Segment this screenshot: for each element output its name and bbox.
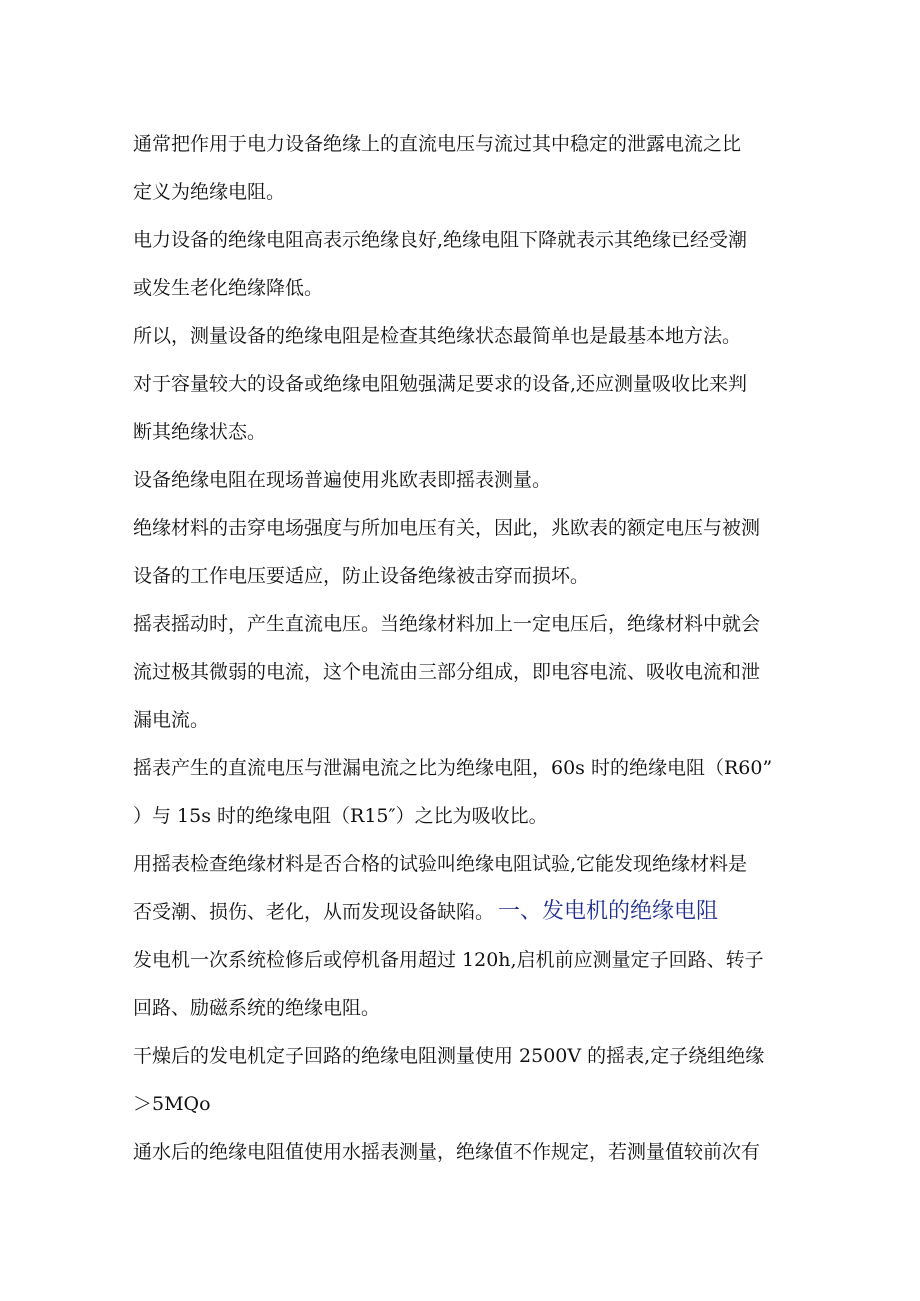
text-line: 设备的工作电压要适应，防止设备绝缘被击穿而损坏。 (133, 565, 590, 587)
paragraph-measurement-method (133, 312, 793, 360)
text-line: ）与 15s 时的绝缘电阻（R15″）之比为吸收比。 (133, 805, 548, 827)
text-line: 断其绝缘状态。 (133, 421, 267, 443)
text-line: 或发生老化绝缘降低。 (133, 277, 324, 299)
paragraph-stator-insulation (133, 1032, 793, 1128)
text-line: 回路、励磁系统的绝缘电阻。 (133, 997, 381, 1019)
text-line: 电力设备的绝缘电阻高表示绝缘良好,绝缘电阻下降就表示其绝缘已经受潮 (133, 229, 748, 251)
text-line: 漏电流。 (133, 709, 210, 731)
text-line: 用摇表检查绝缘材料是否合格的试验叫绝缘电阻试验,它能发现绝缘材料是 (133, 853, 748, 875)
section-heading: 一、发电机的绝缘电阻 (498, 899, 719, 924)
document-body (133, 120, 793, 1176)
text-line: 定义为绝缘电阻。 (133, 181, 286, 203)
text-line: 对于容量较大的设备或绝缘电阻勉强满足要求的设备,还应测量吸收比来判 (133, 373, 748, 395)
text-line-content: 否受潮、损伤、老化，从而发现设备缺陷。 (133, 901, 495, 923)
text-line: 流过极其微弱的电流，这个电流由三部分组成，即电容电流、吸收电流和泄 (133, 661, 761, 683)
text-line: 摇表摇动时，产生直流电压。当绝缘材料加上一定电压后，绝缘材料中就会 (133, 613, 761, 635)
paragraph-megger (133, 456, 793, 504)
text-line: 所以，测量设备的绝缘电阻是检查其绝缘状态最简单也是最基本地方法。 (133, 325, 742, 347)
text-line: 干燥后的发电机定子回路的绝缘电阻测量使用 2500V 的摇表,定子绕组绝缘 (133, 1045, 765, 1067)
text-line: 绝缘材料的击穿电场强度与所加电压有关，因此，兆欧表的额定电压与被测 (133, 517, 761, 539)
text-line: 摇表产生的直流电压与泄漏电流之比为绝缘电阻，60s 时的绝缘电阻（R60” (133, 757, 773, 779)
text-line: ＞5MQo (133, 1093, 211, 1115)
paragraph-resistance-meaning (133, 216, 793, 312)
paragraph-resistance-test (133, 840, 793, 936)
paragraph-current-components (133, 600, 793, 744)
text-line: 发电机一次系统检修后或停机备用超过 120h,启机前应测量定子回路、转子 (133, 949, 764, 971)
text-line: 通水后的绝缘电阻值使用水摇表测量，绝缘值不作规定，若测量值较前次有 (133, 1141, 761, 1163)
paragraph-absorption-ratio (133, 360, 793, 456)
paragraph-water-megger (133, 1128, 793, 1176)
text-line (133, 888, 793, 936)
paragraph-generator-check (133, 936, 793, 1032)
text-line: 设备绝缘电阻在现场普遍使用兆欧表即摇表测量。 (133, 469, 552, 491)
paragraph-ratio-definition (133, 744, 793, 840)
paragraph-breakdown (133, 504, 793, 600)
paragraph-definition (133, 120, 793, 216)
text-line: 通常把作用于电力设备绝缘上的直流电压与流过其中稳定的泄露电流之比 (133, 133, 742, 155)
